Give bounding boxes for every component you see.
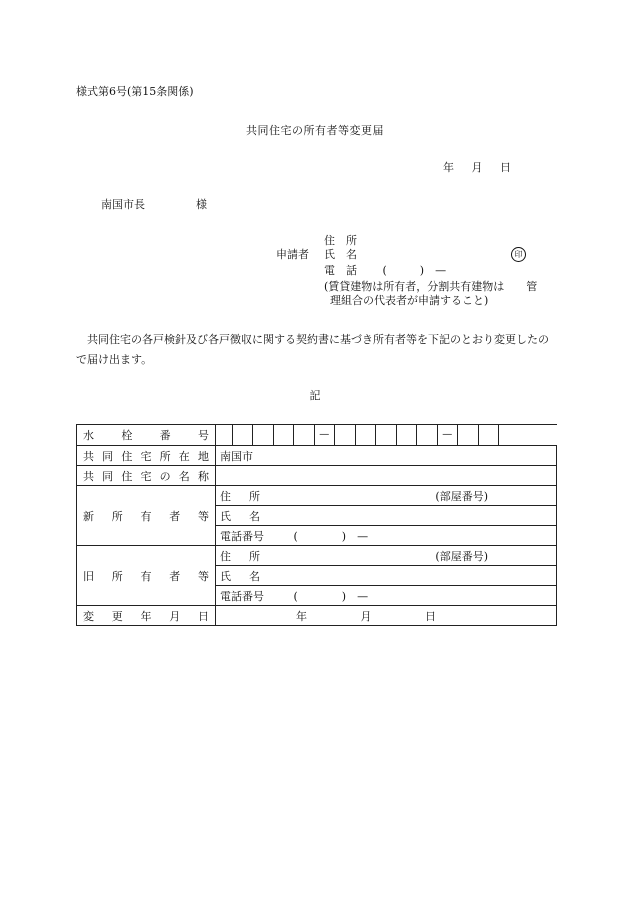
old-owner-label (83, 568, 209, 584)
change-date-year: 年 (296, 609, 307, 623)
new-owner-name-field[interactable] (216, 506, 557, 526)
applicant-label: 申請者 (276, 248, 309, 261)
building-name-label-char: の (159, 469, 171, 483)
new-owner-address-row (77, 486, 557, 506)
applicant-phone-label: 電 話 (324, 264, 357, 277)
meter-digit-cell[interactable] (356, 425, 377, 445)
ki-heading: 記 (309, 389, 321, 402)
building-name-label-cell (77, 466, 216, 486)
new-owner-phone-field[interactable] (216, 526, 557, 546)
change-date-field[interactable] (216, 606, 557, 626)
change-date-day: 日 (425, 609, 436, 623)
meter-digit-cells (216, 425, 557, 445)
building-name-label-char: 同 (102, 469, 114, 483)
location-label-char: 所 (159, 449, 171, 463)
applicant-note-line1: (賃貸建物は所有者，分割共有建物は 管 (324, 280, 538, 293)
new-owner-phone-label: 電話番号 (220, 529, 264, 543)
meter-label-char: 番 (159, 429, 171, 442)
applicant-address-label: 住 所 (324, 234, 357, 247)
body-text: 共同住宅の各戸検針及び各戸徴収に関する契約書に基づき所有者等を下記のとおり変更したので届け出ます。 (76, 333, 549, 366)
building-name-label-char: 共 (83, 469, 94, 483)
new-owner-phone-format: ( ) — (293, 529, 369, 543)
meter-label-char: 栓 (121, 429, 133, 442)
old-owner-address-field[interactable] (216, 546, 557, 566)
change-form-table (76, 424, 557, 626)
new-owner-room-number: (部屋番号) (435, 489, 488, 503)
location-label-char: 在 (178, 449, 190, 463)
location-row (77, 446, 557, 466)
addressee (101, 198, 207, 212)
meter-digit-cell[interactable] (397, 425, 418, 445)
location-value[interactable]: 南国市 (216, 446, 557, 466)
meter-row (77, 425, 557, 446)
submission-date: 年 月 日 (443, 161, 511, 174)
old-owner-address-row (77, 546, 557, 566)
location-label-char: 住 (121, 449, 133, 463)
old-owner-name-label: 氏名 (220, 569, 278, 583)
location-label-cell (77, 446, 216, 466)
meter-cells-cell (216, 425, 557, 446)
location-label-char: 地 (197, 449, 209, 463)
meter-digit-cell[interactable] (458, 425, 479, 445)
new-owner-label-char: 者 (169, 509, 181, 523)
old-owner-phone-label: 電話番号 (220, 589, 264, 603)
building-name-label-char: 宅 (140, 469, 152, 483)
location-label-char: 同 (102, 449, 114, 463)
meter-digit-cell[interactable] (376, 425, 397, 445)
building-name-value[interactable] (216, 466, 557, 486)
applicant-phone (324, 264, 446, 278)
change-date-label-char: 月 (169, 609, 181, 623)
new-owner-label-char: 所 (111, 509, 123, 523)
meter-digit-cell[interactable] (216, 425, 233, 445)
old-owner-label-char: 有 (140, 569, 152, 583)
old-owner-name-field[interactable] (216, 566, 557, 586)
addressee-honorific: 様 (196, 198, 207, 211)
new-owner-label-char: 有 (140, 509, 152, 523)
new-owner-label-cell (77, 486, 216, 546)
change-date-label-char: 年 (140, 609, 152, 623)
change-date-label-char: 日 (198, 609, 209, 623)
location-label-char: 共 (83, 449, 94, 463)
applicant-note-line2: 理組合の代表者が申請すること) (330, 294, 489, 307)
change-date-label-cell (77, 606, 216, 626)
meter-separator: — (438, 425, 459, 445)
new-owner-address-label: 住所 (220, 489, 278, 503)
meter-label-char: 号 (197, 429, 209, 442)
location-label (83, 448, 209, 464)
change-date-row (77, 606, 557, 626)
old-owner-phone-format: ( ) — (293, 589, 369, 603)
new-owner-label (83, 508, 209, 524)
addressee-name: 南国市長 (101, 198, 145, 211)
new-owner-name-label: 氏名 (220, 509, 278, 523)
new-owner-label-char: 等 (198, 509, 209, 523)
old-owner-label-cell (77, 546, 216, 606)
page-title: 共同住宅の所有者等変更届 (246, 124, 384, 137)
meter-digit-cell[interactable] (294, 425, 315, 445)
meter-digit-cell[interactable] (253, 425, 274, 445)
change-date-label-char: 変 (83, 609, 94, 623)
building-name-label (83, 468, 209, 484)
building-name-label-char: 住 (121, 469, 133, 483)
old-owner-label-char: 所 (111, 569, 123, 583)
old-owner-phone-field[interactable] (216, 586, 557, 606)
meter-digit-cell[interactable] (479, 425, 500, 445)
meter-digit-cell[interactable] (233, 425, 254, 445)
old-owner-label-char: 旧 (83, 569, 94, 583)
old-owner-room-number: (部屋番号) (435, 549, 488, 563)
building-name-label-char: 名 (178, 469, 190, 483)
location-label-char: 宅 (140, 449, 152, 463)
old-owner-label-char: 者 (169, 569, 181, 583)
old-owner-address-label: 住所 (220, 549, 278, 563)
new-owner-address-field[interactable] (216, 486, 557, 506)
meter-digit-cell[interactable] (335, 425, 356, 445)
meter-digit-cell[interactable] (417, 425, 438, 445)
change-date-month: 月 (360, 609, 372, 623)
change-date-label-char: 更 (111, 609, 123, 623)
old-owner-label-char: 等 (198, 569, 209, 583)
applicant-name-label: 氏 名 (324, 248, 357, 261)
building-name-row (77, 466, 557, 486)
meter-label (83, 427, 209, 443)
meter-label-char: 水 (83, 429, 94, 442)
seal-mark: 印 (511, 247, 526, 262)
form-number: 様式第6号(第15条関係) (76, 85, 194, 98)
new-owner-label-char: 新 (83, 509, 94, 523)
meter-digit-cell[interactable] (274, 425, 295, 445)
meter-label-cell (77, 425, 216, 446)
building-name-label-char: 称 (197, 469, 209, 483)
applicant-phone-format: ( ) — (382, 264, 447, 277)
meter-separator: — (315, 425, 336, 445)
change-date-label (83, 608, 209, 624)
